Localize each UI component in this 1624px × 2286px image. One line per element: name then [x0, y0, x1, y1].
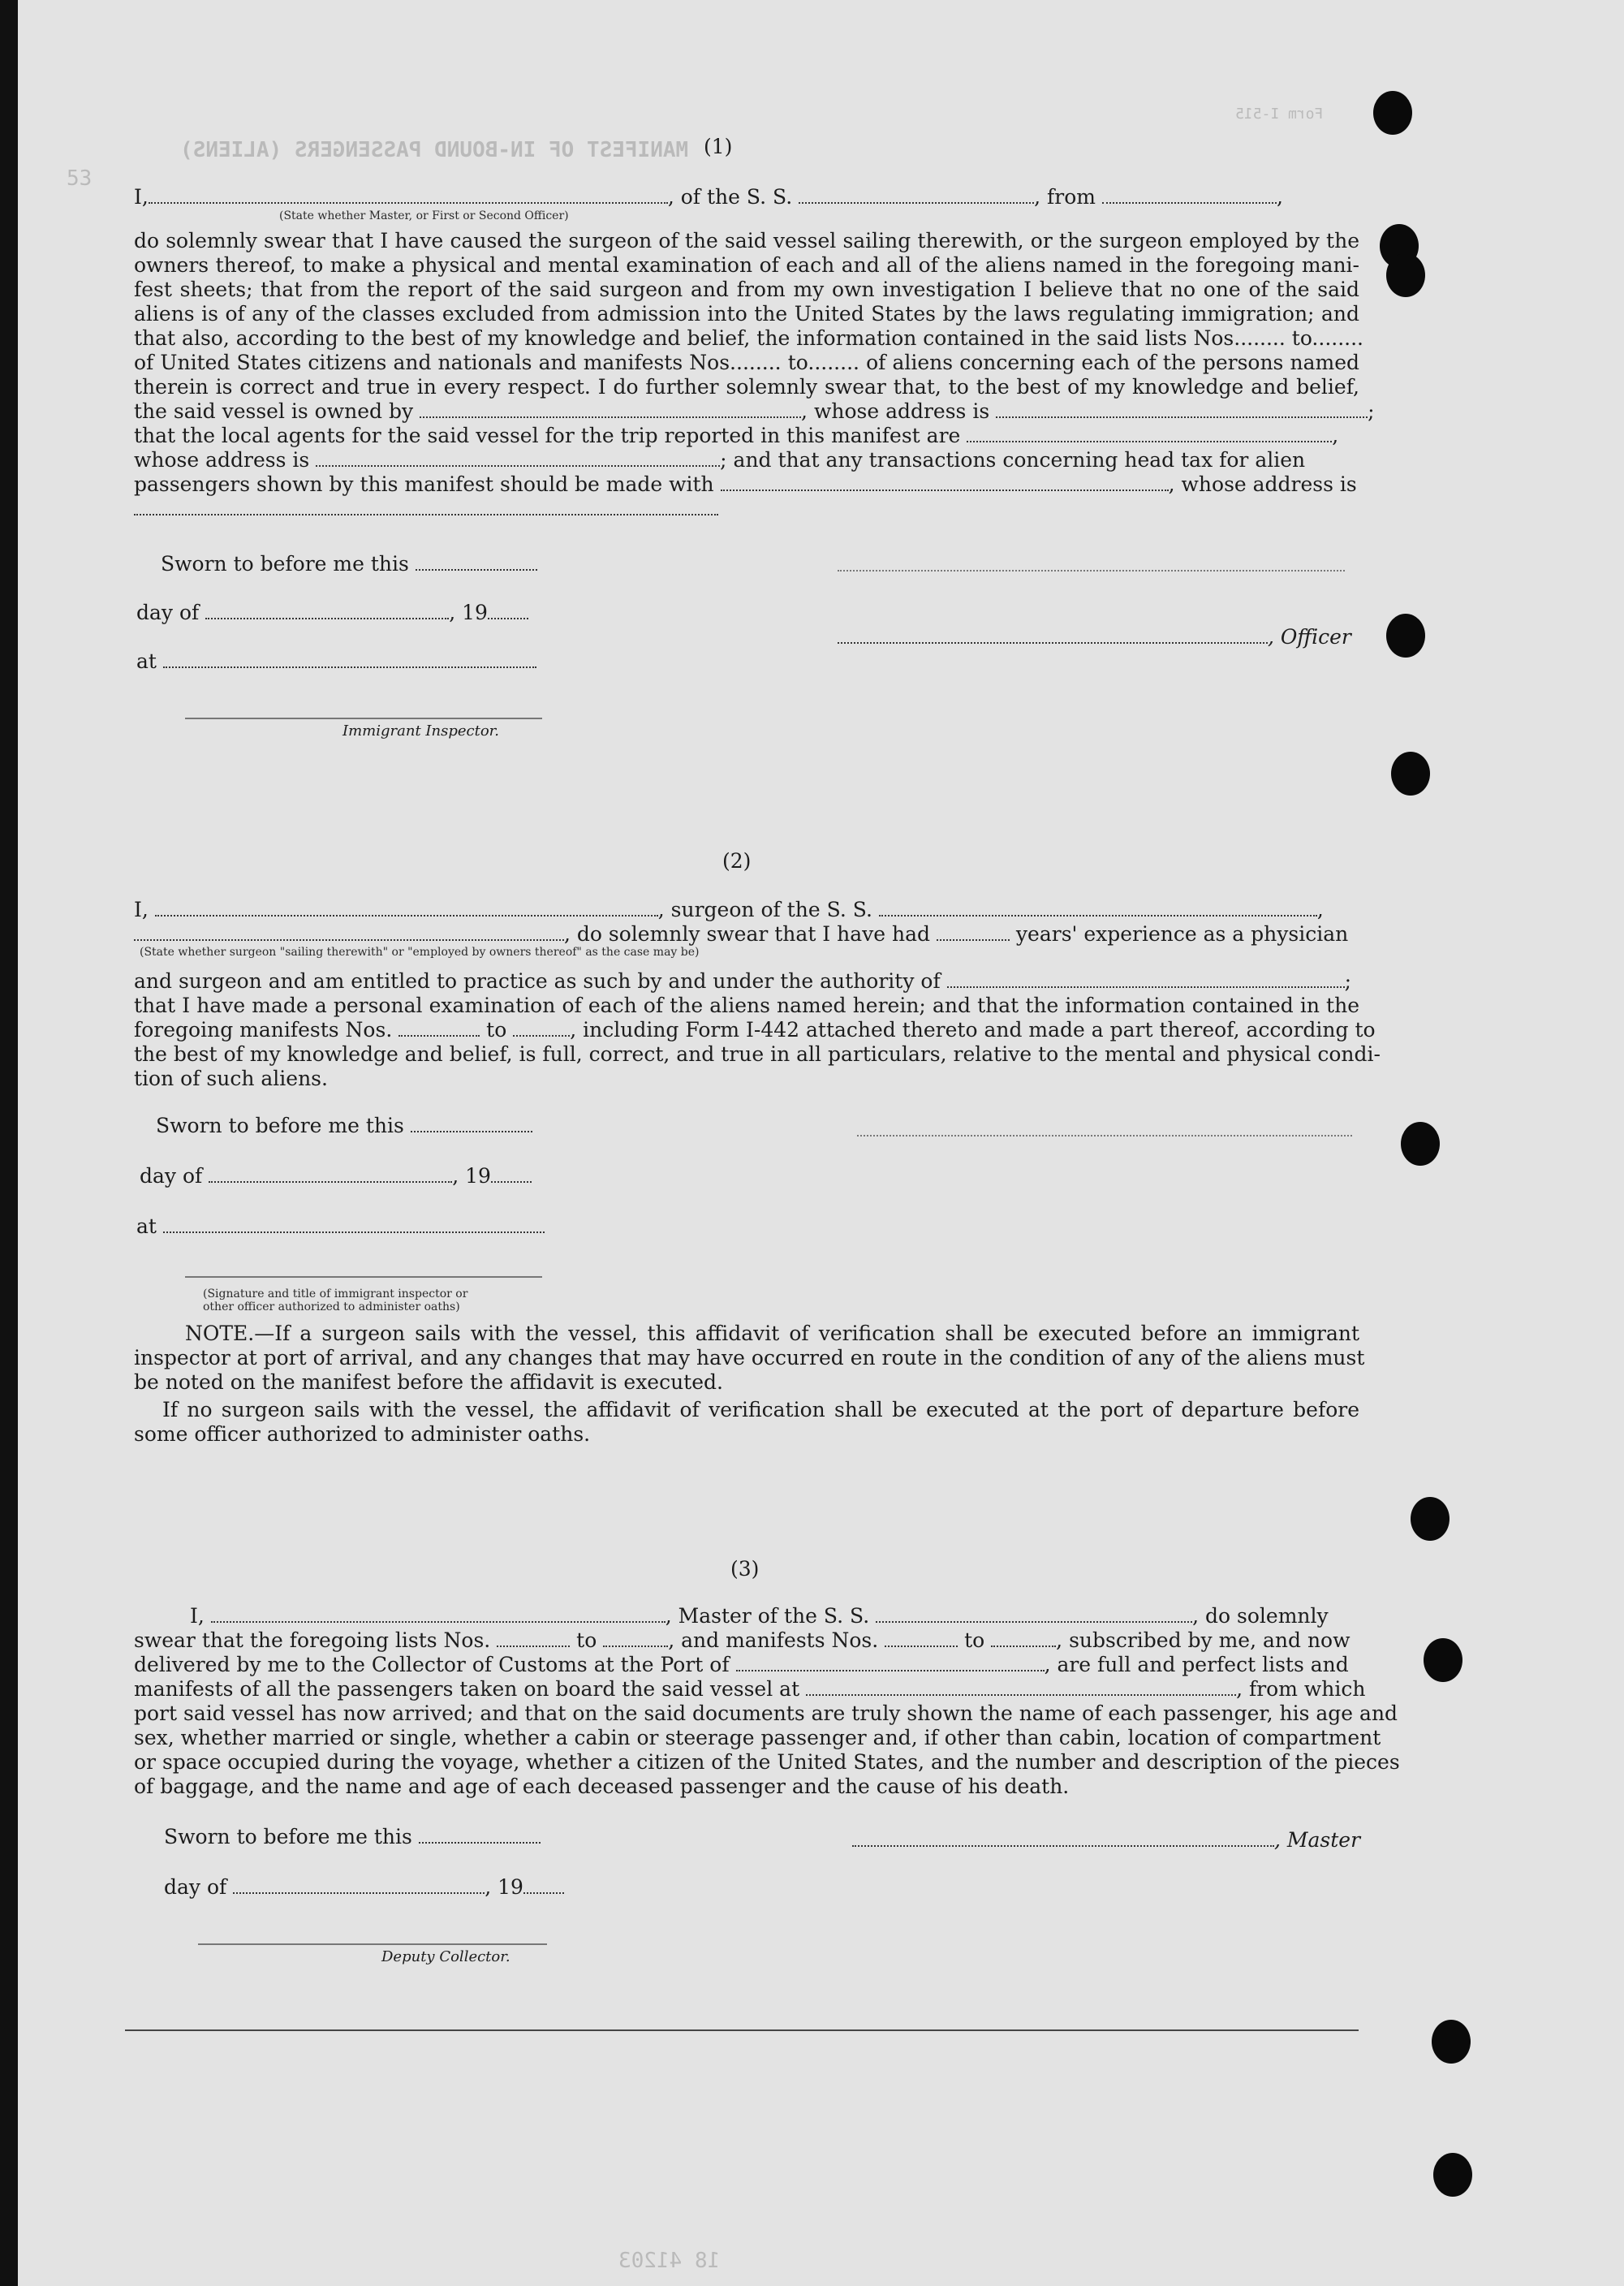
affidavit-3-line-6: sex, whether married or single, whether a cabin or steerage passenger and, if other than cabin, location of compartment [134, 1726, 1381, 1749]
affidavit-1-line-2: do solemnly swear that I have caused the surgeon of the said vessel sailing therewith, or the surgeon employed by the [134, 229, 1359, 252]
manifest-from-field[interactable] [398, 1022, 480, 1037]
inspector-signature-line[interactable] [185, 718, 542, 719]
master-3-name-field[interactable] [211, 1608, 666, 1623]
affidavit-2-line-1: I, , surgeon of the S. S. , [134, 898, 1324, 921]
sworn-date-field[interactable] [416, 556, 537, 571]
month-2-field[interactable] [209, 1168, 452, 1183]
note-line-1: NOTE.—If a surgeon sails with the vessel, this affidavit of verification shall be executed before an immigrant [185, 1322, 1359, 1345]
year-2-field[interactable] [491, 1168, 532, 1183]
master-rank-note: (State whether Master, or First or Second Officer) [279, 209, 569, 222]
agent-address-field[interactable] [316, 452, 720, 467]
manifests-from-field[interactable] [885, 1633, 958, 1647]
affidavit-2-line-5: foregoing manifests Nos. to , including Form I-442 attached thereto and made a part thereof, according to [134, 1018, 1376, 1042]
section-3-number: (3) [730, 1557, 760, 1581]
place-field[interactable] [163, 653, 536, 668]
affidavit-2-line-7: tion of such aliens. [134, 1067, 328, 1090]
affidavit-3-line-4: manifests of all the passengers taken on board the said vessel at , from which [134, 1677, 1366, 1701]
affidavit-3-line-7: or space occupied during the voyage, whether a citizen of the United States, and the number and description of the pieces [134, 1750, 1400, 1774]
punch-hole [1401, 1122, 1440, 1166]
lists-from-field[interactable] [497, 1633, 570, 1647]
bleed-through-footer: 18 41203 [618, 2249, 721, 2273]
punch-hole [1411, 1497, 1450, 1541]
section-1-number: (1) [704, 135, 733, 158]
inspector-caption: Immigrant Inspector. [342, 722, 500, 740]
affidavit-1-line-5: aliens is of any of the classes excluded from admission into the United States by the laws regulating immigration; and [134, 302, 1359, 326]
departure-port-field[interactable] [1102, 189, 1277, 204]
day-of-2: day of , 19 [140, 1164, 532, 1188]
master-line: , Master [852, 1828, 1360, 1852]
affidavit-3-line-3: delivered by me to the Collector of Customs at the Port of , are full and perfect lists and [134, 1653, 1349, 1676]
affidavit-1-line-6: that also, according to the best of my knowledge and belief, the information contained in the said lists Nos........ to........ [134, 326, 1364, 350]
affidavit-1-line-12: passengers shown by this manifest should be made with , whose address is [134, 472, 1357, 496]
punch-hole [1386, 614, 1425, 658]
vessel-owner-field[interactable] [420, 403, 801, 418]
punch-hole [1391, 752, 1430, 796]
surgeon-vessel-field[interactable] [879, 902, 1317, 917]
affidavit-2-line-4: that I have made a personal examination of each of the aliens named herein; and that the information contained in the [134, 994, 1359, 1017]
bleed-through-title: MANIFEST OF IN-BOUND PASSENGERS (ALIENS) [180, 138, 689, 162]
signature-note-1: (Signature and title of immigrant inspector or [203, 1287, 468, 1300]
affidavit-1-line-3: owners thereof, to make a physical and mental examination of each and all of the aliens named in the foregoing mani- [134, 253, 1359, 277]
affidavit-1-line-11: whose address is ; and that any transactions concerning head tax for alien [134, 448, 1306, 472]
year-3-field[interactable] [523, 1879, 564, 1894]
at-1: at [136, 649, 536, 673]
day-of-1: day of , 19 [136, 601, 528, 624]
place-2-field[interactable] [163, 1218, 545, 1233]
verifier-signature-line[interactable] [185, 1276, 542, 1278]
year-field[interactable] [488, 605, 528, 619]
month-3-field[interactable] [233, 1879, 485, 1894]
affidavit-2-line-2: , do solemnly swear that I have had years' experience as a physician [134, 922, 1359, 947]
local-agents-field[interactable] [967, 428, 1332, 442]
document-page [18, 0, 1624, 2286]
affidavit-2-line-3: and surgeon and am entitled to practice as such by and under the authority of ; [134, 969, 1352, 993]
officer-signature-field[interactable] [838, 629, 1268, 644]
bleed-through-form: Form I-515 [1235, 106, 1324, 123]
affidavit-1-line-10: that the local agents for the said vessel for the trip reported in this manifest are , [134, 424, 1339, 447]
surgeon-signature-line[interactable] [857, 1135, 1352, 1137]
affidavit-3-line-1: I, , Master of the S. S. , do solemnly [190, 1604, 1329, 1628]
officer-line: , Officer [838, 625, 1351, 649]
affidavit-1-line-1: I, , of the S. S. , from , [134, 185, 1283, 209]
lists-to-field[interactable] [603, 1633, 668, 1647]
master-name-field[interactable] [149, 189, 668, 204]
punch-hole [1386, 253, 1425, 297]
boarding-port-field[interactable] [806, 1681, 1236, 1696]
sworn-1: Sworn to before me this [161, 552, 537, 576]
surgeon-status-field[interactable] [134, 926, 564, 941]
affidavit-1-line-7: of United States citizens and nationals and manifests Nos........ to........ of aliens concerning each of the persons named [134, 351, 1359, 374]
month-field[interactable] [205, 605, 449, 619]
punch-hole [1432, 2020, 1471, 2064]
affidavit-1-line-13 [134, 497, 1359, 521]
day-of-3: day of , 19 [164, 1875, 564, 1899]
at-2: at [136, 1214, 545, 1238]
officer-signature-line-1[interactable] [838, 570, 1345, 572]
collector-caption: Deputy Collector. [381, 1948, 510, 1965]
affidavit-1-line-9: the said vessel is owned by , whose address is ; [134, 399, 1375, 423]
vessel-name-field[interactable] [799, 189, 1034, 204]
head-tax-contact-field[interactable] [721, 477, 1169, 491]
signature-note-2: other officer authorized to administer oaths) [203, 1300, 460, 1313]
note-line-2: inspector at port of arrival, and any changes that may have occurred en route in the condition of any of the aliens must [134, 1346, 1365, 1369]
note-line-5: some officer authorized to administer oaths. [134, 1422, 591, 1446]
note-line-4: If no surgeon sails with the vessel, the affidavit of verification shall be executed at the port of departure before [162, 1398, 1359, 1421]
collector-signature-line[interactable] [198, 1943, 547, 1945]
authority-field[interactable] [947, 973, 1345, 988]
manifest-to-field[interactable] [513, 1022, 570, 1037]
punch-hole [1433, 2153, 1472, 2197]
affidavit-2-line-6: the best of my knowledge and belief, is full, correct, and true in all particulars, relative to the mental and physical condi- [134, 1042, 1381, 1066]
master-signature-field[interactable] [852, 1832, 1274, 1847]
sworn-2-date-field[interactable] [411, 1118, 532, 1132]
note-line-3: be noted on the manifest before the affidavit is executed. [134, 1370, 723, 1394]
years-experience-field[interactable] [937, 926, 1010, 941]
vessel-3-field[interactable] [876, 1608, 1192, 1623]
punch-hole [1424, 1638, 1462, 1682]
manifests-to-field[interactable] [991, 1633, 1056, 1647]
sworn-3: Sworn to before me this [164, 1825, 541, 1848]
section-2-number: (2) [722, 849, 752, 873]
punch-hole [1373, 91, 1412, 135]
surgeon-status-note: (State whether surgeon "sailing therewith" or "employed by owners thereof" as the case may be) [140, 946, 700, 959]
affidavit-3-line-2: swear that the foregoing lists Nos. to , and manifests Nos. to , subscribed by me, and now [134, 1628, 1350, 1652]
sworn-3-date-field[interactable] [419, 1829, 541, 1844]
affidavit-3-line-8: of baggage, and the name and age of each deceased passenger and the cause of his death. [134, 1775, 1070, 1798]
bottom-rule [125, 2029, 1359, 2031]
affidavit-3-line-5: port said vessel has now arrived; and that on the said documents are truly shown the name of each passenger, his age and [134, 1702, 1398, 1725]
owner-address-field[interactable] [996, 403, 1368, 418]
head-tax-address-field[interactable] [134, 501, 718, 515]
surgeon-name-field[interactable] [155, 902, 658, 917]
port-field[interactable] [736, 1657, 1045, 1671]
sworn-2: Sworn to before me this [156, 1114, 532, 1137]
affidavit-1-line-4: fest sheets; that from the report of the said surgeon and from my own investigation I believe that no one of the said [134, 278, 1359, 301]
affidavit-1-line-8: therein is correct and true in every respect. I do further solemnly swear that, to the best of my knowledge and belief, [134, 375, 1359, 399]
margin-number: 53 [67, 166, 93, 191]
